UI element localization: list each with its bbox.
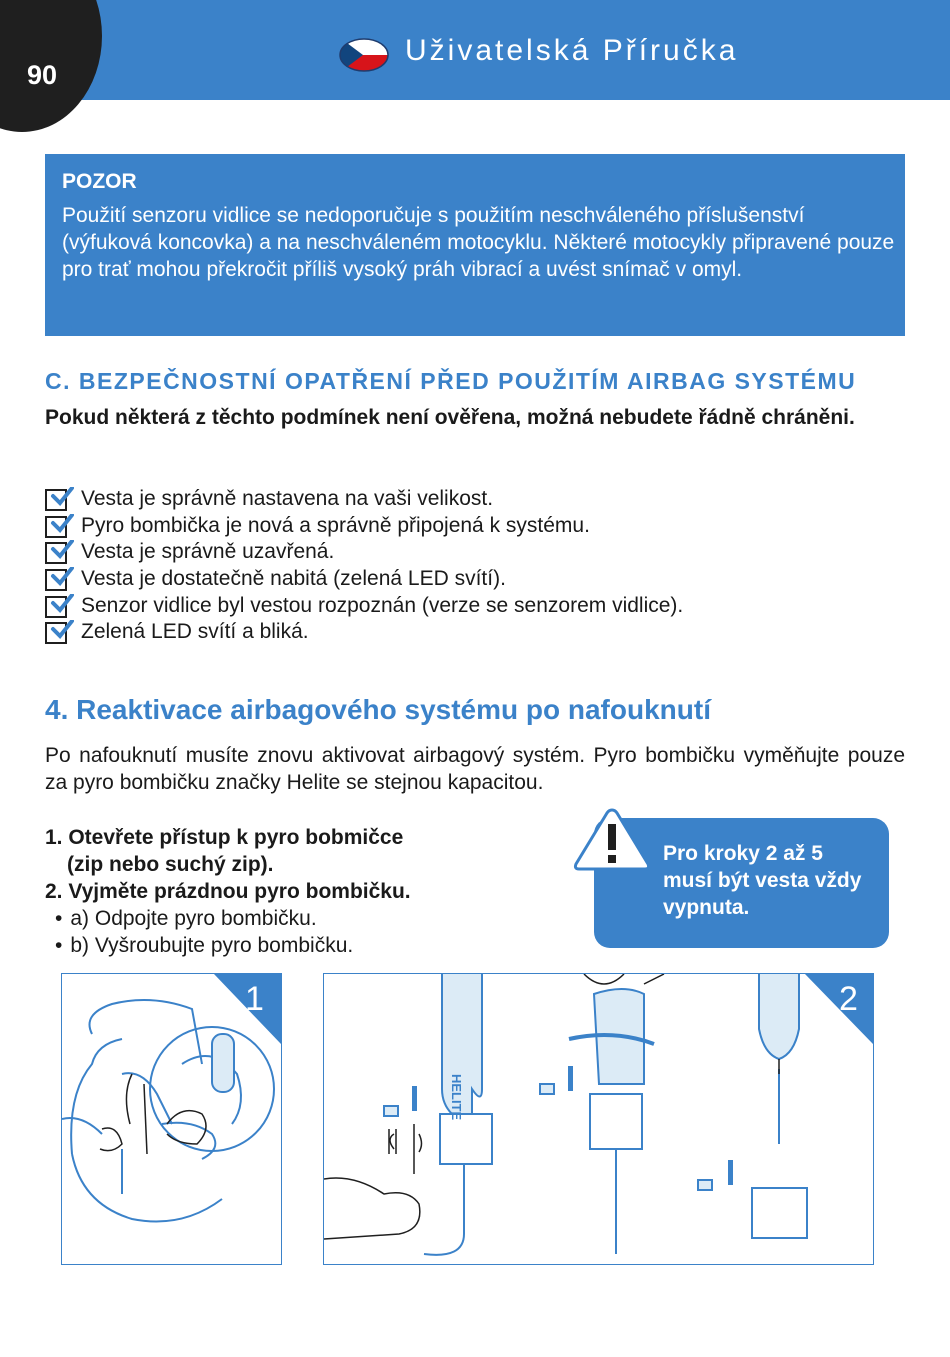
checklist-item [45,593,683,620]
figure-2-number: 2 [839,980,858,1018]
checklist-text: Vesta je dostatečně nabitá (zelená LED svítí). [81,567,506,591]
cartridge-brand-label: HELITE [449,1074,464,1121]
checklist-text: Vesta je správně nastavena na vaši velikost. [81,487,494,510]
safety-checklist [45,486,683,646]
checkbox-checked-icon [45,596,67,618]
step-2b: • b) Vyšroubujte pyro bombičku. [45,932,411,959]
checkbox-checked-icon [45,542,67,564]
notice-text: Pro kroky 2 až 5 musí být vesta vždy vypnuta. [663,842,862,919]
section-4-heading: 4. Reaktivace airbagového systému po nafouknutí [45,694,711,725]
steps-list [45,824,411,959]
warning-title: POZOR [62,170,137,193]
checklist-text: Vesta je správně uzavřená. [81,540,335,564]
checkbox-checked-icon [45,516,67,538]
step-1: 1. Otevřete přístup k pyro bobmičce [45,826,404,849]
checklist-item [45,566,683,593]
checklist-item [45,539,683,566]
section-c-intro: Pokud některá z těchto podmínek není ověřena, možná nebudete řádně chráněni. [45,406,855,429]
checkbox-checked-icon [45,489,67,511]
page-title: Uživatelská Příručka [405,34,739,67]
checklist-item [45,513,683,540]
page-number: 90 [27,60,58,90]
checklist-text: Senzor vidlice byl vestou rozpoznán (verze se senzorem vidlice). [81,593,684,617]
checklist-text: Zelená LED svítí a bliká. [81,620,309,644]
checkbox-checked-icon [45,569,67,591]
figure-1-number: 1 [245,980,264,1018]
section-c-heading: C. BEZPEČNOSTNÍ OPATŘENÍ PŘED POUŽITÍM AIRBAG SYSTÉMU [45,368,857,394]
checkbox-checked-icon [45,622,67,644]
warning-triangle-icon [572,806,652,872]
warning-box [45,154,905,336]
step-1-detail: (zip nebo suchý zip). [67,853,274,876]
checklist-item [45,486,683,513]
section-4-paragraph: Po nafouknutí musíte znovu aktivovat airbagový systém. Pyro bombičku vyměňujte pouze za pyro bombičku značky Helite se stejnou kapacitou. [45,744,905,794]
checklist-text: Pyro bombička je nová a správně připojená k systému. [81,513,590,537]
figure-1 [61,973,282,1265]
cartridge-unscrew-illustration [324,974,873,1264]
step-2: 2. Vyjměte prázdnou pyro bombičku. [45,880,411,903]
checklist-item [45,619,683,646]
step-2a: • a) Odpojte pyro bombičku. [45,905,411,932]
czech-flag-icon [339,37,389,73]
figure-2 [323,973,874,1265]
warning-text: Použití senzoru vidlice se nedoporučuje s použitím neschváleného příslušenství (výfuková koncovka) a na neschváleném motocyklu. Některé motocykly připravené pouze pro trať mohou překročit příliš vysoký práh vibrací a uvést snímač v omyl. [62,204,895,281]
